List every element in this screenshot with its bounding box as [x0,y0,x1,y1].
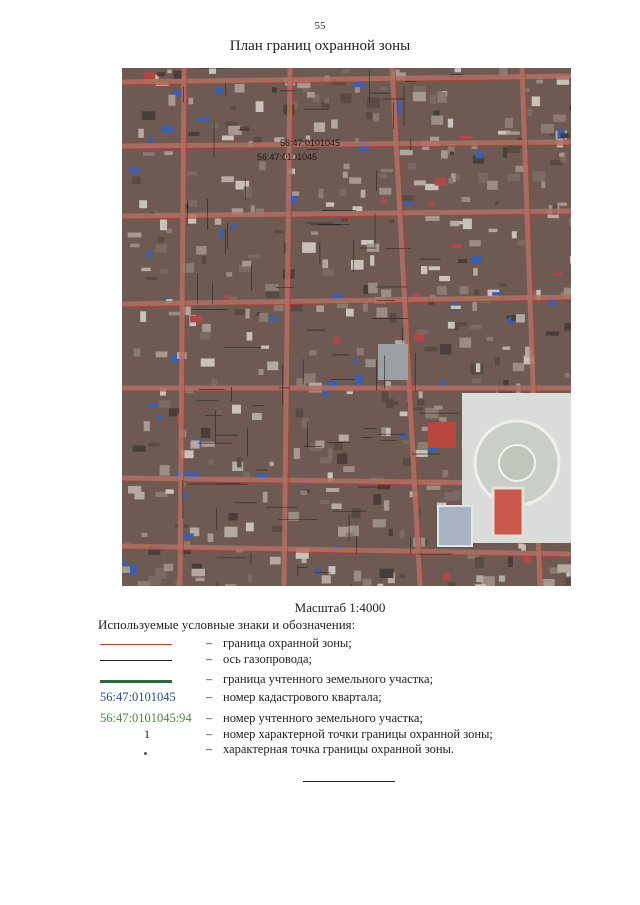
legend-item [98,672,558,690]
aerial-map [122,68,571,586]
legend-line-sample [100,680,172,683]
legend-dash: – [206,690,213,704]
legend-description: граница охранной зоны; [223,636,352,650]
page-number: 55 [314,20,326,32]
stadium-field [493,488,523,536]
legend-dash: – [206,727,213,741]
legend-description: граница учтенного земельного участка; [223,672,434,686]
legend-item [98,690,558,708]
legend-dash: – [206,711,213,725]
legend-sample [98,690,203,708]
page-title: План границ охранной зоны [229,38,411,54]
legend-text-sample: 56:47:0101045 [100,690,176,704]
legend-line-sample [100,644,172,645]
legend-line-sample [100,660,172,661]
legend-dot-sample [144,752,147,755]
legend-sample [98,672,203,690]
legend-description: характерная точка границы охранной зоны. [223,742,455,756]
bottom-rule [303,781,395,782]
legend-number-sample: 1 [144,727,150,741]
legend-heading: Используемые условные знаки и обозначения: [98,617,356,632]
legend-dash: – [206,636,213,650]
school-building [438,506,472,546]
legend-description: номер учтенного земельного участка; [223,711,423,725]
legend-description: ось газопровода; [223,652,313,666]
legend-dash: – [206,672,213,686]
legend-description: номер характерной точки границы охранной зоны; [223,727,493,741]
legend-sample [98,742,203,760]
map-cadastral-label-2: 56:47:0101045 [257,152,318,162]
building-gray [378,344,408,380]
legend-description: номер кадастрового квартала; [223,690,382,704]
legend-item [98,742,558,760]
red-roof-building [428,422,456,448]
legend-dash: – [206,652,213,666]
legend-dash: – [206,742,213,756]
legend-sample [98,652,203,670]
map-svg [122,68,571,586]
scale-label: Масштаб 1:4000 [294,600,386,615]
map-cadastral-label-1: 56:47:0101045 [280,138,341,148]
legend-item [98,652,558,670]
legend-text-sample: 56:47:0101045:94 [100,711,192,725]
